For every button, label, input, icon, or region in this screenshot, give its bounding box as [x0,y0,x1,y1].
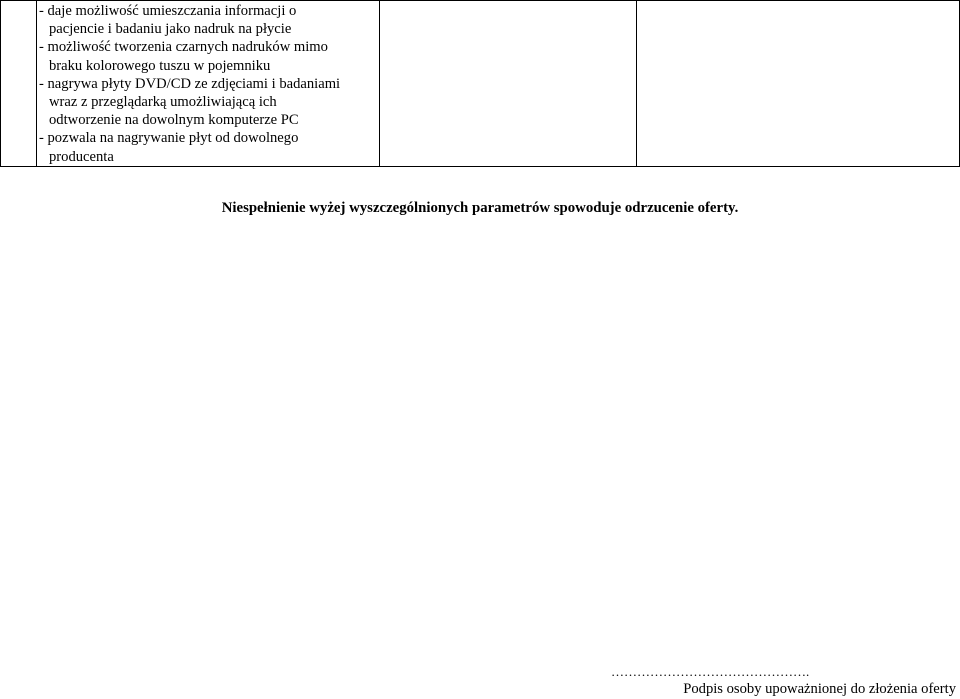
specification-table [0,0,960,167]
signature-label: Podpis osoby upoważnionej do złożenia oferty [683,681,956,697]
spec-line: braku kolorowego tuszu w pojemniku [49,57,271,74]
spec-line: - możliwość tworzenia czarnych nadruków mimo [39,39,328,56]
spec-line: - nagrywa płyty DVD/CD ze zdjęciami i badaniami [39,75,341,92]
parameter-description [37,1,379,166]
parameter-description-cell [37,1,380,167]
spec-line: - pozwala na nagrywanie płyt od dowolnego [39,130,299,147]
rejection-note: Niespełnienie wyżej wyszczególnionych parametrów spowoduje odrzucenie oferty. [221,200,739,216]
table-row [1,1,960,167]
empty-cell [637,1,960,167]
spec-line: wraz z przeglądarką umożliwiającą ich [49,94,277,111]
empty-cell [380,1,637,167]
spec-line: odtworzenie na dowolnym komputerze PC [49,112,299,129]
spec-line: - daje możliwość umieszczania informacji o [39,3,297,19]
row-number-cell [1,1,37,167]
spec-line: producenta [49,148,114,165]
spec-line: pacjencie i badaniu jako nadruk na płycie [49,21,292,38]
signature-dotted-line: ………………………………………. [611,664,810,679]
